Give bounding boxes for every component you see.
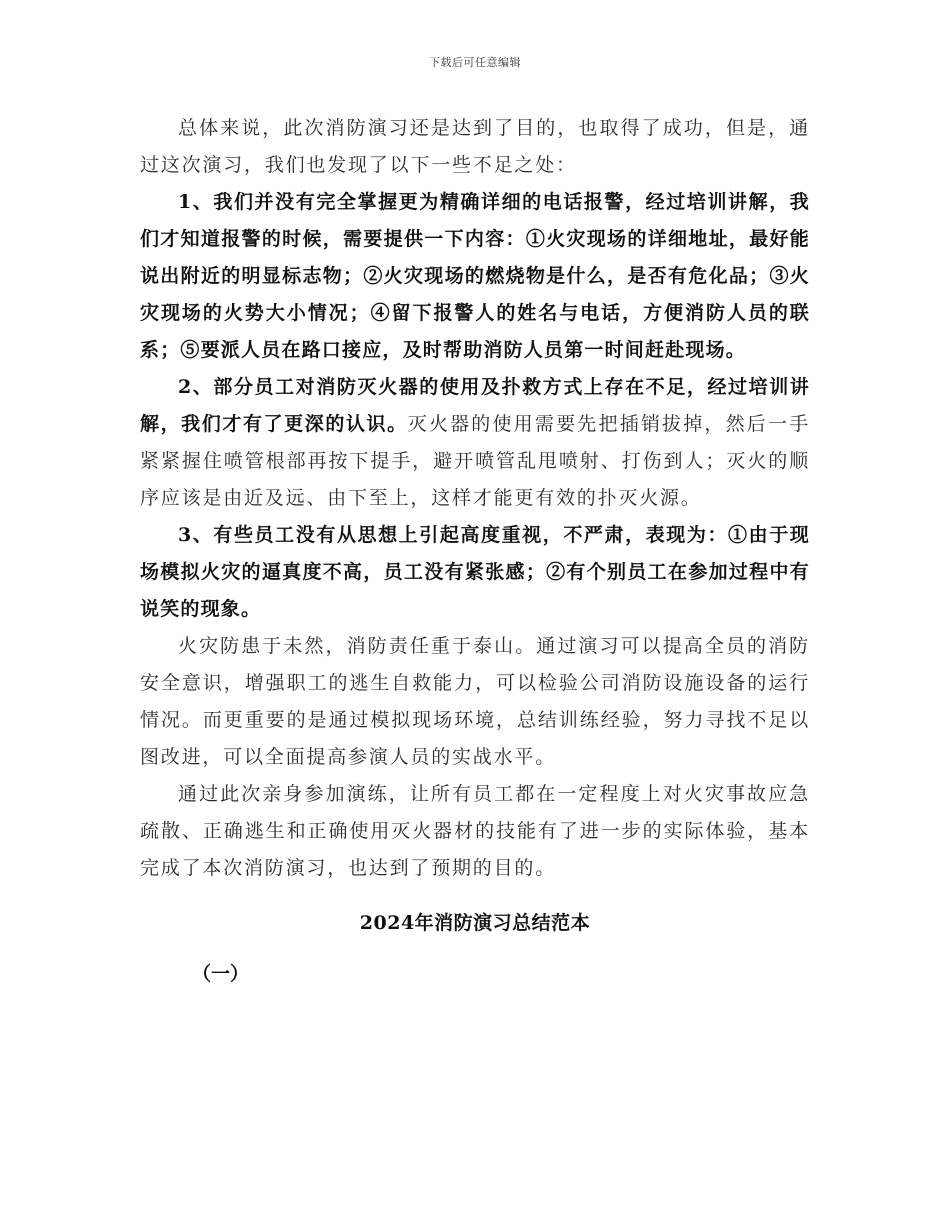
document-title: 2024年消防演习总结范本 xyxy=(359,912,591,934)
page-header: 下载后可任意编辑 xyxy=(429,56,521,69)
paragraph-fire-prevention: 火灾防患于未然，消防责任重于泰山。通过演习可以提高全员的消防安全意识，增强职工的逃生自救能力，可以检验公司消防设施设备的运行情况。而更重要的是通过模拟现场环境，总结训练经验，努力寻找不足以图改进，可以全面提高参演人员的实战水平。 xyxy=(140,635,810,768)
document-body xyxy=(140,110,810,993)
paragraph-point-3: 3、有些员工没有从思想上引起高度重视，不严肃，表现为：①由于现场模拟火灾的逼真度不高，员工没有紧张感；②有个别员工在参加过程中有说笑的现象。 xyxy=(140,524,810,620)
paragraph-point-2-bold: 2、部分员工对消防灭火器的使用及扑救方式上存在不足，经过培训讲解，我们才有了更深的认识。 xyxy=(140,376,810,435)
paragraph-conclusion: 通过此次亲身参加演练，让所有员工都在一定程度上对火灾事故应急疏散、正确逃生和正确使用灭火器材的技能有了进一步的实际体验，基本完成了本次消防演习，也达到了预期的目的。 xyxy=(140,783,810,879)
paragraph-point-1: 1、我们并没有完全掌握更为精确详细的电话报警，经过培训讲解，我们才知道报警的时候，需要提供一下内容：①火灾现场的详细地址，最好能说出附近的明显标志物；②火灾现场的燃烧物是什么，是否有危化品；③火灾现场的火势大小情况；④留下报警人的姓名与电话，方便消防人员的联系；⑤要派人员在路口接应，及时帮助消防人员第一时间赶赴现场。 xyxy=(140,191,810,361)
paragraph-summary: 总体来说，此次消防演习还是达到了目的，也取得了成功，但是，通过这次演习，我们也发现了以下一些不足之处： xyxy=(140,117,810,176)
paragraph-point-2 xyxy=(140,369,810,517)
paragraph-point-2-normal: 灭火器的使用需要先把插销拔掉，然后一手紧紧握住喷管根部再按下提手，避开喷管乱甩喷射、打伤到人；灭火的顺序应该是由近及远、由下至上，这样才能更有效的扑灭火源。 xyxy=(140,413,810,509)
section-label: （一） xyxy=(192,963,250,985)
